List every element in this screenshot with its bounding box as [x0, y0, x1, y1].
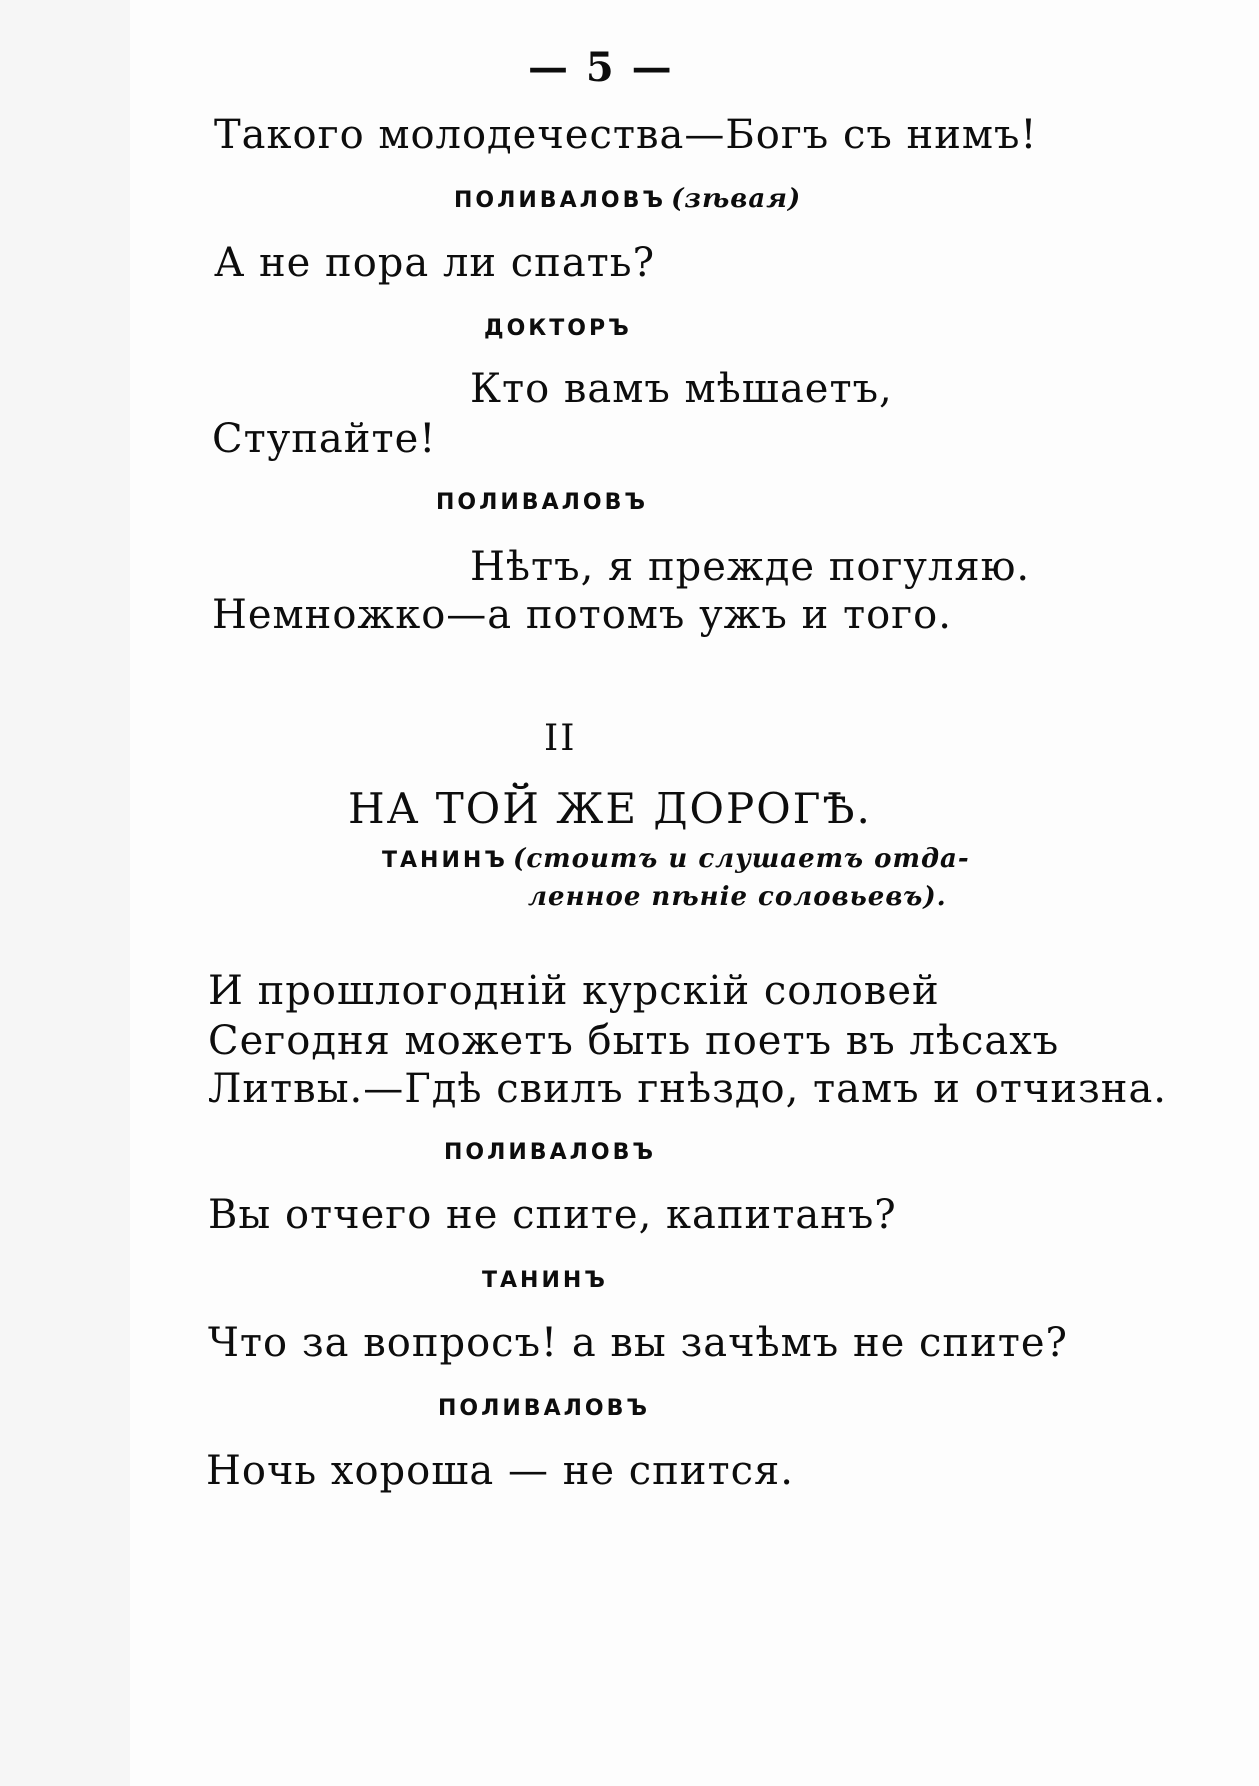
verse-line: Ступайте!	[212, 416, 437, 462]
stage-speaker-line	[454, 184, 801, 214]
page-margin-shade	[0, 0, 130, 1786]
speaker-name: ПОЛИВАЛОВЪ	[436, 490, 649, 515]
verse-line: Нѣтъ, я прежде погуляю.	[470, 544, 1031, 590]
verse-line: Кто вамъ мѣшаетъ,	[470, 366, 893, 412]
verse-line: А не пора ли спать?	[214, 240, 656, 286]
stage-speaker-line	[382, 844, 970, 874]
scene-title: НА ТОЙ ЖЕ ДОРОГѢ.	[348, 784, 872, 833]
verse-line: Вы отчего не спите, капитанъ?	[208, 1192, 897, 1238]
verse-line: Ночь хороша — не спится.	[206, 1448, 794, 1494]
stage-direction: (зѣвая)	[671, 184, 802, 214]
speaker-name: ПОЛИВАЛОВЪ	[444, 1140, 657, 1165]
page-number: — 5 —	[528, 44, 674, 91]
verse-line: Что за вопросъ! а вы зачѣмъ не спите?	[208, 1320, 1068, 1366]
stage-direction: (стоитъ и слушаетъ отда-	[513, 844, 970, 874]
speaker-name: ТАНИНЪ	[482, 1268, 608, 1293]
speaker-name: ДОКТОРЪ	[484, 316, 632, 341]
verse-line: Литвы.—Гдѣ свилъ гнѣздо, тамъ и отчизна.	[208, 1066, 1168, 1112]
speaker-name: ПОЛИВАЛОВЪ	[454, 188, 667, 213]
verse-line: И прошлогодній курскій соловей	[208, 968, 940, 1014]
verse-line: Такого молодечества—Богъ съ нимъ!	[214, 112, 1038, 158]
section-number: II	[544, 718, 577, 759]
verse-line: Немножко—а потомъ ужъ и того.	[212, 592, 952, 638]
verse-line: Сегодня можетъ быть поетъ въ лѣсахъ	[208, 1018, 1060, 1064]
speaker-name: ПОЛИВАЛОВЪ	[438, 1396, 651, 1421]
stage-direction: ленное пѣніе соловьевъ).	[528, 882, 947, 912]
speaker-name: ТАНИНЪ	[382, 848, 508, 873]
